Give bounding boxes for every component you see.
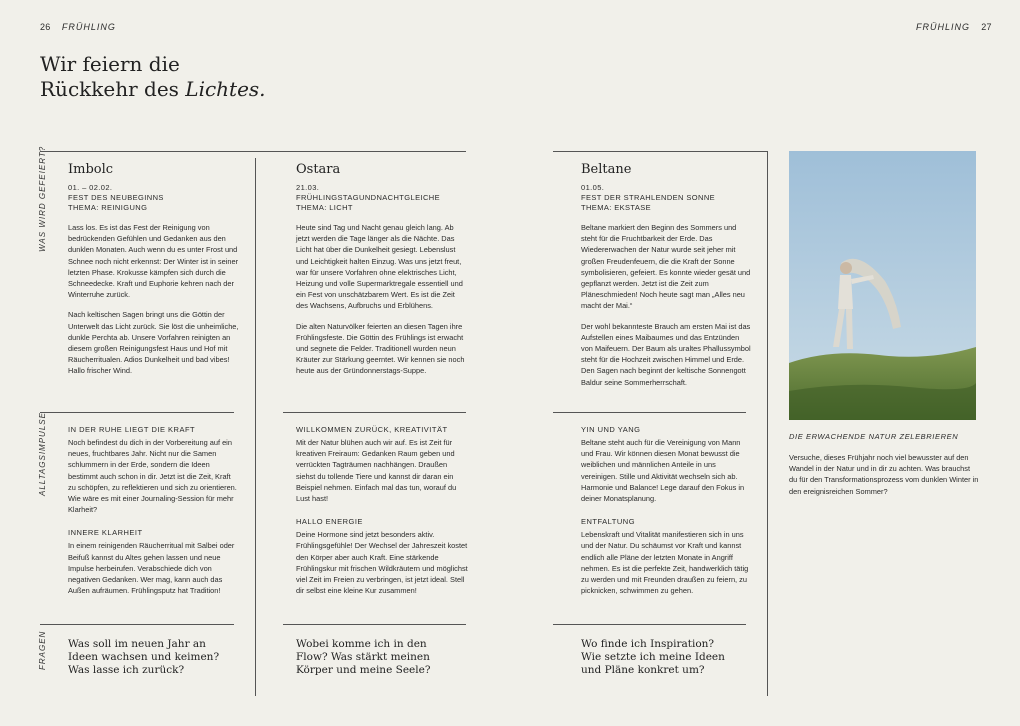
impulse-text: Noch befindest du dich in der Vorbereitung auf ein neues, fruchtbares Jahr. Nicht nur die Samen schlummern in der Erde, sondern die Ideen bestimmt auch schon in dir. Jetzt ist die Zeit, Kraft zu schöpfen, zu reflektieren und sich zu orientieren. Wie wäre es mit einer Journaling-Session für mehr Klarheit?	[68, 438, 237, 515]
impulse-heading: WILLKOMMEN ZURÜCK, KREATIVITÄT	[296, 425, 448, 434]
festival-theme: THEMA: LICHT	[296, 203, 353, 212]
right-section-label: FRÜHLING	[916, 22, 971, 32]
rule-mid-3	[553, 412, 746, 413]
question-line: Körper und meine Seele?	[296, 664, 431, 676]
question-line: Was lasse ich zurück?	[68, 664, 185, 676]
page-title	[40, 52, 266, 102]
title-line-2	[40, 77, 266, 102]
figure-torso	[838, 275, 853, 309]
question-line: Wie setzte ich meine Ideen	[581, 651, 725, 663]
festival-subtitle: FEST DER STRAHLENDEN SONNE	[581, 193, 716, 202]
rule-low-2	[283, 624, 466, 625]
festival-imbolc	[68, 162, 240, 386]
festival-beltane	[581, 162, 753, 397]
festival-theme: THEMA: EKSTASE	[581, 203, 652, 212]
rule-low-1	[40, 624, 234, 625]
right-page-number: 27	[981, 22, 992, 32]
festival-date: 01.05.	[581, 183, 605, 192]
rule-mid-2	[283, 412, 466, 413]
photo-caption: DIE ERWACHENDE NATUR ZELEBRIEREN	[789, 432, 959, 441]
left-page-header	[40, 22, 116, 32]
festival-subtitle: FEST DES NEUBEGINNS	[68, 193, 164, 202]
festival-paragraph: Lass los. Es ist das Fest der Reinigung von bedrückenden Gefühlen und Gedanken aus den dunklen Monaten. Auch wenn du es unter Frost und Schnee noch nicht erkennst: Der Winter ist in seiner letzten Phase. Krokusse kämpfen sich durch die Schneedecke. Kraft und Euphorie kehren nach der Winterruhe zurück.	[68, 223, 239, 300]
impulse-text: In einem reinigenden Räucherritual mit Salbei oder Beifuß kannst du Altes gehen lassen und neue Impulse herbeirufen. Verabschiede dich von negativen Gedanken. Wer mag, kann auch das Außen aufräumen. Frühlingsputz hat Tradition!	[68, 541, 235, 596]
festival-paragraph: Heute sind Tag und Nacht genau gleich lang. Ab jetzt werden die Tage länger als die Nächte. Das Licht hat über die Dunkelheit gesiegt. Lebenslust und Leichtigkeit halten Einzug. Was uns jetzt freut, war für unsere Vorfahren ohne elektrisches Licht, Heizung und volle Supermarktregale essentiell und ein Fest von unschätzbarem Wert. Es ist die Zeit des Wachsens, Aufbruchs und Erblühens.	[296, 223, 463, 311]
question-imbolc	[68, 638, 248, 677]
sidebar-text: Versuche, dieses Frühjahr noch viel bewusster auf den Wandel in der Natur und in dir zu achten. Was brauchst du für den Transformationsprozess vom dunklen Winter in den ereignisreichen Sommer?	[789, 453, 979, 496]
rule-vertical-2	[767, 151, 768, 696]
festival-paragraph: Der wohl bekannteste Brauch am ersten Mai ist das Aufstellen eines Maibaumes und das Entzünden von Maifeuern. Der Baum als uraltes Phallussymbol steht für die Hochzeit zwischen Himmel und Erde. Den Sagen nach beginnt der keltische Sonnengott Baldur seine Sommerherrschaft.	[581, 321, 751, 387]
festival-subtitle: FRÜHLINGSTAGUNDNACHTGLEICHE	[296, 193, 441, 202]
rule-top-right	[553, 151, 767, 152]
festival-paragraph: Beltane markiert den Beginn des Sommers und steht für die Fruchtbarkeit der Erde. Das Wiedererwachen der Natur wurde seit jeher mit großen Freudenfeuern, die die Kraft der Sonne symbolisieren, gefeiert. Es konnte wieder gesät und gepflanzt werden. Jetzt ist die Zeit zum Pläneschmieden! Noch heute sagt man „Alles neu macht der Mai.“	[581, 223, 751, 311]
question-line: Wobei komme ich in den	[296, 638, 427, 650]
question-ostara	[296, 638, 476, 677]
figure-leg-right	[846, 309, 853, 349]
title-line-2-prefix: Rückkehr des	[40, 77, 186, 101]
photo-illustration	[789, 151, 976, 420]
festival-date: 01. – 02.02.	[68, 183, 113, 192]
question-line: Ideen wachsen und keimen?	[68, 651, 220, 663]
festival-meta	[296, 183, 468, 213]
festival-name: Imbolc	[68, 162, 114, 177]
impulses-imbolc	[68, 425, 240, 605]
festival-name: Ostara	[296, 162, 341, 177]
festival-theme: THEMA: REINIGUNG	[68, 203, 148, 212]
rule-vertical-1	[255, 158, 256, 696]
festival-meta	[68, 183, 240, 213]
impulses-beltane	[581, 425, 753, 605]
right-page-header	[916, 22, 992, 32]
question-line: Flow? Was stärkt meinen	[296, 651, 430, 663]
question-line: Was soll im neuen Jahr an	[68, 638, 206, 650]
impulse-heading: YIN UND YANG	[581, 425, 641, 434]
impulse-heading: HALLO ENERGIE	[296, 517, 363, 527]
festival-date: 21.03.	[296, 183, 320, 192]
impulse-heading: ENTFALTUNG	[581, 517, 636, 527]
left-page-number: 26	[40, 22, 51, 32]
title-line-1: Wir feiern die	[40, 52, 180, 76]
impulse-heading: IN DER RUHE LIEGT DIE KRAFT	[68, 425, 196, 434]
title-line-2-italic: Lichtes.	[185, 77, 266, 101]
impulses-ostara	[296, 425, 468, 605]
rule-top-left	[40, 151, 466, 152]
spring-photo	[789, 151, 976, 420]
impulse-heading: INNERE KLARHEIT	[68, 528, 143, 538]
impulse-text: Lebenskraft und Vitalität manifestieren sich in uns und der Natur. Du schäumst vor Kraft und kannst endlich alle Pläne der letzten Monate in Angriff nehmen. Es ist die perfekte Zeit, handwerklich tätig zu werden und mit Freunden draußen zu feiern, zu picknicken, schwimmen zu gehen.	[581, 530, 749, 596]
side-label-questions: FRAGEN	[38, 630, 47, 670]
side-label-celebrated: WAS WIRD GEFEIERT?	[38, 145, 47, 252]
figure-head	[840, 262, 852, 274]
festival-meta	[581, 183, 753, 213]
festival-paragraph: Die alten Naturvölker feierten an diesen Tagen ihre Frühlingsfeste. Die Göttin des Frühlings ist erwacht und segnete die Felder. Traditionell wurden neun Kräuter zur Stärkung geerntet. Wir kennen sie noch heute aus der Gründonnerstags-Suppe.	[296, 321, 465, 376]
impulse-text: Beltane steht auch für die Vereinigung von Mann und Frau. Wir können diesen Monat bewusst die weiblichen und männlichen Anteile in uns vereinigen. Stille und Aktivität wechseln sich ab. Harmonie und Balance! Lege darauf den Fokus in deiner Monatsplanung.	[581, 438, 745, 504]
festival-ostara	[296, 162, 468, 386]
left-section-label: FRÜHLING	[61, 22, 116, 32]
festival-paragraph: Nach keltischen Sagen bringt uns die Göttin der Unterwelt das Licht zurück. Sie löst die unheimliche, dunkle Perchta ab. Unsere Vorfahren reinigten an diesem großen Reinigungsfest Haus und Hof mit Räucherritualen. Adios Dunkelheit und bad vibes! Hallo frischer Wind.	[68, 310, 239, 376]
impulse-text: Mit der Natur blühen auch wir auf. Es ist Zeit für kreativen Freiraum: Gedanken Raum geben und verrückten Tagträumen nachhängen. Draußen siehst du tollende Tiere und kannst dir daran ein Beispiel nehmen. Einfach mal das tun, worauf du Lust hast!	[296, 438, 457, 504]
festival-name: Beltane	[581, 162, 632, 177]
rule-mid-1	[40, 412, 234, 413]
impulse-text: Deine Hormone sind jetzt besonders aktiv. Frühlingsgefühle! Der Wechsel der Jahreszeit kostet den Körper aber auch Kraft. Eine stärkende Frühlingskur mit frischen Wildkräutern und möglichst viel Zeit im Freien zu verbringen, ist jetzt ideal. Stell dir selbst eine kleine Kur zusammen!	[296, 530, 468, 596]
question-line: Wo finde ich Inspiration?	[581, 638, 715, 650]
question-beltane	[581, 638, 761, 677]
question-line: und Pläne konkret um?	[581, 664, 705, 676]
side-label-impulses: ALLTAGSIMPULSE	[38, 412, 47, 496]
rule-low-3	[553, 624, 746, 625]
